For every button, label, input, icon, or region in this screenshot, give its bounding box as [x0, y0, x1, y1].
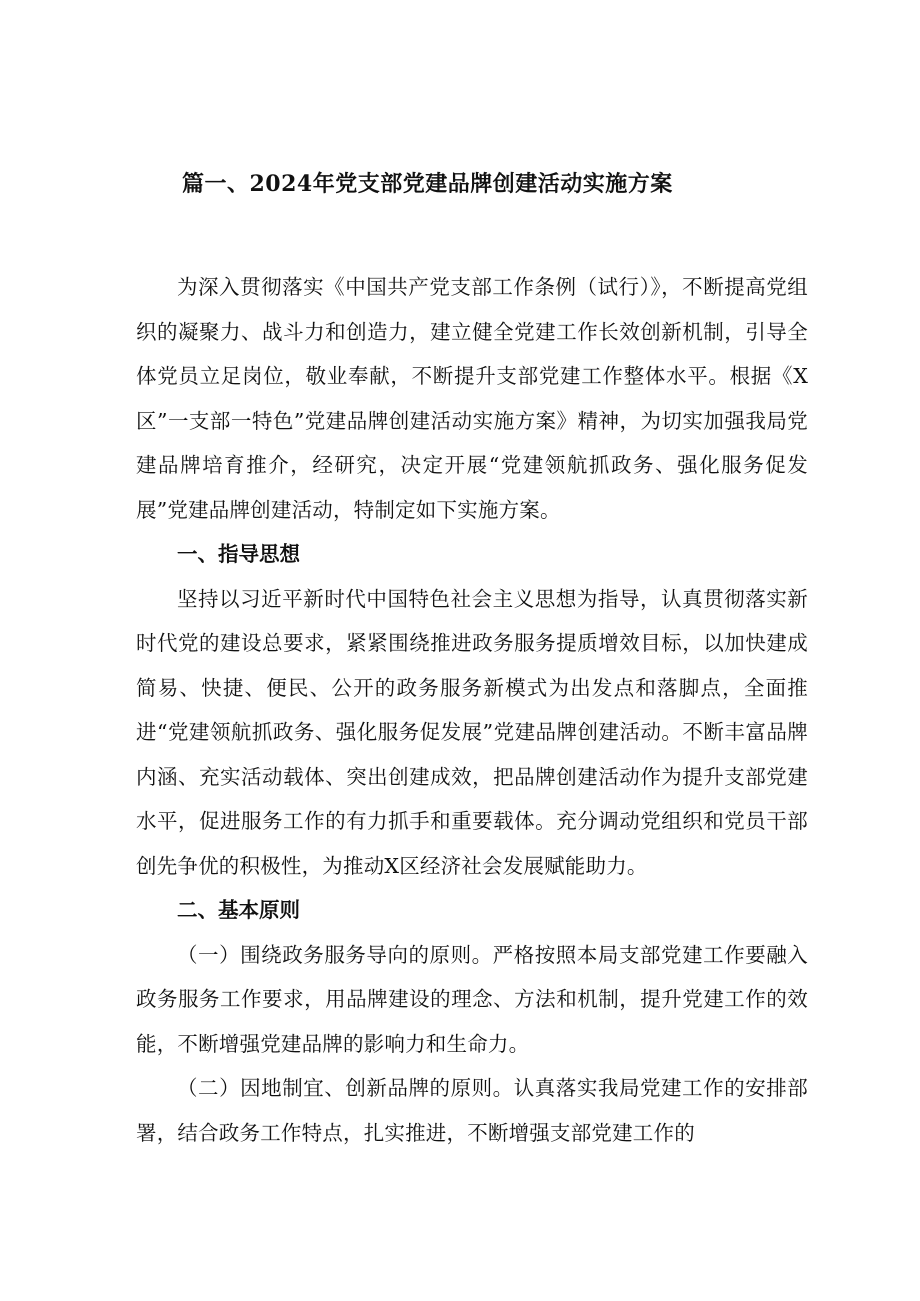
intro-paragraph: 为深入贯彻落实《中国共产党支部工作条例（试行）》，不断提高党组织的凝聚力、战斗力和创造力，建立健全党建工作长效创新机制，引导全体党员立足岗位，敬业奉献，不断提升支部党建工作整体水平。根据《X区”一支部一特色”党建品牌创建活动实施方案》精神，为切实加强我局党建品牌培育推介，经研究，决定开展“党建领航抓政务、强化服务促发展”党建品牌创建活动，特制定如下实施方案。: [136, 275, 808, 522]
document-title: 篇一、2024年党支部党建品牌创建活动实施方案: [182, 171, 673, 197]
section-heading-guiding-ideology: 一、指导思想: [177, 542, 300, 566]
principle-1-paragraph: （一）围绕政务服务导向的原则。严格按照本局支部党建工作要融入政务服务工作要求，用品牌建设的理念、方法和机制，提升党建工作的效能，不断增强党建品牌的影响力和生命力。: [136, 942, 808, 1056]
guiding-ideology-paragraph: 坚持以习近平新时代中国特色社会主义思想为指导，认真贯彻落实新时代党的建设总要求，紧紧围绕推进政务服务提质增效目标，以加快建成简易、快捷、便民、公开的政务服务新模式为出发点和落脚点，全面推进“党建领航抓政务、强化服务促发展”党建品牌创建活动。不断丰富品牌内涵、充实活动载体、突出创建成效，把品牌创建活动作为提升支部党建水平，促进服务工作的有力抓手和重要载体。充分调动党组织和党员干部创先争优的积极性，为推动X区经济社会发展赋能助力。: [136, 586, 808, 878]
principle-2-paragraph: （二）因地制宜、创新品牌的原则。认真落实我局党建工作的安排部署，结合政务工作特点，扎实推进，不断增强支部党建工作的: [136, 1076, 808, 1145]
section-heading-basic-principles: 二、基本原则: [177, 898, 300, 922]
document-body: [136, 265, 808, 1155]
